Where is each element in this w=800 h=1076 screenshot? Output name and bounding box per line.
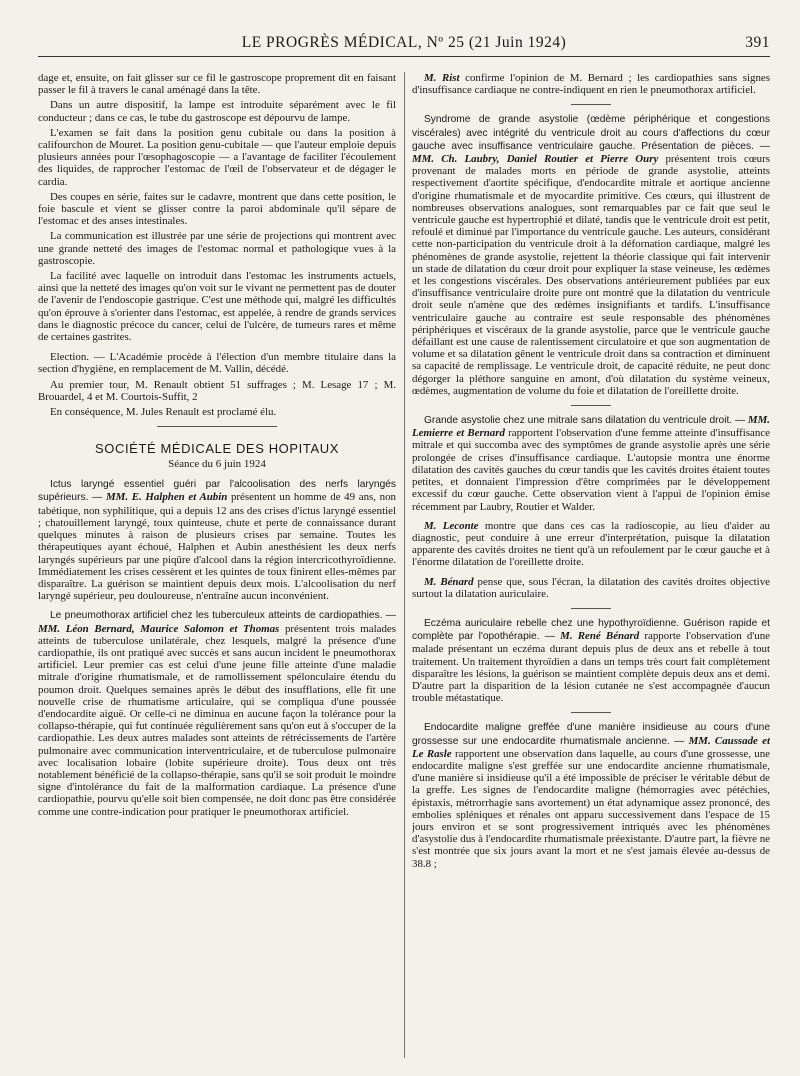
journal-title: LE PROGRÈS MÉDICAL, Nº 25 (21 Juin 1924) [241, 34, 567, 51]
abstract-text: présentent trois cœurs provenant de malades morts en période de grande asystolie, atteints respectivement d'aortite spécifique, d'endocardite mitrale et aortique ancienne d'origine rhumatismale et de myocardite primitive. Ces cœurs, qui illustrent de nombreuses observations analogues, sont remarquables par ce fait que seul le ventricule gauche est hypertrophié et dilaté, tandis que le ventricule droit est petit, refoulé et diminué par l'importance du ventricule gauche. Les auteurs, considérant cette non-participation du ventricule droit à la défornation cardiaque, malgré les phénomènes de grande asystolie, rejettent la théorie classique qui fait intervenir un stade de dilatation du cœur droit pour expliquer la stase veineuse, les œdèmes et les congestions viscérales. Des observations antérieurement publiées par eux d'insuffisance ventriculaire droite pure ont montré que la dilatation du ventricule droit seule n'amène que des œdèmes insignifiants et tardifs. L'insuffisance ventriculaire gauche au contraire est seule responsable des phénomènes périphériques et viscéraux de la grande asystolie, parce que le ventricule gauche défaillant est une cause de ralentissement circulatoire et que son augmentation de volume et sa dilatation gênent le ventricule droit dans sa contraction et diminuent sa capacité de remplissage. Le ventricule droit, de capacité réduite, ne peut donc dégorger la pléthore sanguine en amont, d'où dilatation du système veineux, œdèmes, augmentation de volume du foie et dilatation de l'oreillette droite. [412, 153, 770, 397]
paragraph: En conséquence, M. Jules Renault est proclamé élu. [50, 406, 277, 419]
run-in-heading: Ictus laryngé essentiel guéri par l'alcoolisation des nerfs laryngés supérieurs. — [38, 479, 396, 504]
abstract-mitrale [412, 414, 770, 513]
discussion-rist [412, 72, 770, 96]
paragraph: dage et, ensuite, on fait glisser sur ce fil le gastroscope proprement dit en faisant passer le fil à travers le canal aménagé dans la tête. [38, 72, 396, 97]
column-divider [404, 72, 405, 1058]
run-in-heading: Le pneumothorax artificiel chez les tuberculeux atteints de cardiopathies. — [50, 610, 396, 622]
paragraph: La facilité avec laquelle on introduit dans l'estomac les instruments actuels, ainsi que la netteté des images qu'on voit sur le vivant ne permettent pas de douter de l'avenir de l'endoscopie gastrique. C'est une méthode qui, malgré les difficultés qu'on éprouve à s'orienter dans l'estomac, est appelée, à rendre de grands services dans le diagnostic précoce du cancer, celui de l'ulcère, de tumeurs rares et même de certaines gastrites. [38, 270, 396, 344]
abstract-text: rapportent l'observation d'une femme atteinte d'insuffisance mitrale et qui succomba avec des symptômes de grande asystolie après une série prolongée de crises d'insuffisance cardiaque. L'autopsie montra une énorme dilatation des cavités gauches du cœur tandis que les cavités droites étaient toutes petites, et donnaient l'impression d'être comprimées par le développement excessif du cœur gauche. Cette observation vient à l'appui de l'opinion émise récemment par Laubry, Routier et Walder. [412, 427, 770, 513]
abstract-text: pense que, sous l'écran, la dilatation des cavités droites objective surtout la dilatation auriculaire. [412, 575, 770, 600]
authors: M. Leconte [424, 519, 479, 532]
authors: MM. Caussade et Le Rasle [412, 734, 770, 760]
abstract-text: présentent un homme de 49 ans, non tabétique, non syphilitique, qui a depuis 12 ans des crises d'ictus laryngé essentiel ; chatouillement laryngé, toux quinteuse, chute et perte de connaissance durant quelques minutes à raison de plusieurs crises par semaine. Toutes les thérapeutiques ayant échoué, Halphen et Aubin anesthésient les deux nerfs laryngés supérieurs par une piqûre d'alcool dans la région intercricothyroïdienne. Immédiatement les crises cessèrent et les quintes de toux finirent elles-mêmes par disparaître. La guérison se maintient depuis deux mois. L'alcoolisation du nerf laryngé supérieur, peu douloureuse, n'entraîne aucun inconvénient. [38, 491, 396, 603]
separator [571, 104, 611, 105]
abstract-ictus [38, 478, 396, 602]
authors: MM. E. Halphen et Aubin [106, 491, 228, 504]
abstract-eczema [412, 617, 770, 704]
journal-page [38, 34, 770, 1064]
right-column [412, 72, 770, 1064]
society-heading: SOCIÉTÉ MÉDICALE DES HOPITAUX [95, 441, 339, 457]
run-in-heading: Syndrome de grande asystolie (œdème périphérique et congestions viscérales) avec intégrité du ventricule droit au cours d'affections du cœur gauche avec insuffisance ventriculaire gauche. Présentation de pièces. — [412, 114, 770, 152]
section-separator [157, 426, 277, 427]
abstract-text: confirme l'opinion de M. Bernard ; les cardiopathies sans signes d'insuffisance cardiaque ne contre-indiquent en rien le pneumothorax artificiel. [412, 72, 770, 97]
paragraph: Dans un autre dispositif, la lampe est introduite séparément avec le fil conducteur ; dans ce cas, le tube du gastroscope est dépourvu de lampe. [38, 99, 396, 124]
abstract-text: présentent trois malades atteints de tuberculose unilatérale, chez lesquels, malgré la présence d'une cardiopathie, ils ont pratiqué avec succès et sans aucun incident le pneumothorax artificiel. Leur premier cas est celui d'une jeune fille atteinte d'une maladie mitrale d'origine rhumatismale, et de ramollissement spélonculaire étendu du poumon droit. Quelques semaines après le début des insufflations, elle fit une nouvelle crise de rhumatisme articulaire, qui se compliqua d'une poussée d'endocardite aiguë. Or celle-ci ne diminua en aucune façon la tolérance pour la collapso-thérapie, qui fut continuée régulièrement sans qu'on eut à s'occuper de la cardiopathie. Les deux autres malades sont atteints de rétrécissements de l'artère pulmonaire avec communication interventriculaire, et de tuberculose pulmonaire avec localisation lobaire (lobite supérieure droite). Tous deux ont très notablement bénéficié de la collapso-thérapie, sans qu'il se soit produit le moindre signe d'intolérance du fait de la malformation cardiaque. La présence d'une cardiopathie, pourvu qu'elle soit bien compensée, ne doit donc pas être considérée comme une contre-indication pour pratiquer le pneumothorax artificiel. [38, 622, 396, 818]
paragraph: Au premier tour, M. Renault obtient 51 suffrages ; M. Lesage 17 ; M. Brouardel, 4 et M. Courtois-Suffit, 2 [38, 378, 396, 403]
abstract-pneumothorax [38, 609, 396, 817]
run-in-heading: Endocardite maligne greffée d'une manière insidieuse au cours d'une grossesse sur une endocardite rhumatismale ancienne. — [412, 722, 770, 747]
abstract-endocardite [412, 721, 770, 869]
run-in-heading: Eczéma auriculaire rebelle chez une hypothyroïdienne. Guérison rapide et complète par l'opothérapie. — [412, 617, 770, 643]
running-head [38, 34, 770, 57]
run-in-heading: Grande asystolie chez une mitrale sans dilatation du ventricule droit. — [424, 415, 746, 427]
paragraph: L'examen se fait dans la position genu cubitale ou dans la position à califourchon de Mouret. La position genu-cubitale — que l'auteur emploie depuis plusieurs années pour l'œsophagoscopie — a l'avantage de faciliter l'écoulement des liquides, de rapprocher l'estomac de l'œil de l'observateur et de dégager le cardia. [38, 126, 396, 188]
paragraph: Election. — L'Académie procède à l'élection d'un membre titulaire dans la section d'hygiène, en remplacement de M. Vallin, décédé. [38, 351, 396, 376]
paragraph: Des coupes en série, faites sur le cadavre, montrent que dans cette position, le foie bascule et vient se glisser contre la paroi abdominale qu'il sépare de l'estomac et des anses intestinales. [38, 190, 396, 228]
separator [571, 712, 611, 713]
abstract-text: rapporte l'observation d'une malade présentant un eczéma durant depuis plus de deux ans et rebelle à tout traitement. Un traitement thyroïdien a dans un temps très court fait complètement disparaître les lésions, la guérison se maintient complète depuis deux ans et demi. D'autre part la disparition de la lésion cutanée ne s'est accompagnée d'aucun trouble métastatique. [412, 630, 770, 705]
separator [571, 405, 611, 406]
authors: MM. Léon Bernard, Maurice Salomon et Thomas [38, 622, 280, 635]
session-date: Séance du 6 juin 1924 [168, 458, 266, 471]
separator [571, 608, 611, 609]
authors: MM. Ch. Laubry, Daniel Routier et Pierre Oury [412, 153, 659, 166]
left-column [38, 72, 396, 1064]
abstract-text: rapportent une observation dans laquelle, au cours d'une grossesse, une endocardite maligne s'est greffée sur une endocardite ancienne rhumatismale, d'une manière si insidieuse qu'il a été impossible de préciser le véritable début de la greffe. Les signes de l'endocardite maligne (hémorragies avec pétéchies, épistaxis, métrorrhagie sans avortement) un état adynamique assez prononcé, des embolies spléniques et rénales ont apparu successivement dans l'espace de 15 jours environ et se sont progressivement intriqués avec les phénomènes d'asystolie dus à l'endocardite rhumatismale préexistante. D'autre part, la fièvre ne s'est montrée que six jours avant la mort et ne s'est jamais élevée au-dessus de 38.8 ; [412, 747, 770, 870]
abstract-text: montre que dans ces cas la radioscopie, au lieu d'aider au diagnostic, peut conduire à une erreur d'interprétation, puisque la dilatation apparente des cavités droites ne tient qu'à un refoulement par le cœur gauche et à l'énorme dilatation de l'oreillette droite. [412, 519, 770, 569]
authors: M. Rist [424, 72, 460, 84]
paragraph: La communication est illustrée par une série de projections qui montrent avec une grande netteté des images de l'estomac normal et pathologique vues à la gastroscopie. [38, 230, 396, 267]
abstract-syndrome [412, 113, 770, 397]
authors: M. René Bénard [560, 630, 640, 643]
authors: M. Bénard [424, 575, 474, 588]
page-number: 391 [745, 34, 770, 51]
discussion-benard [412, 576, 770, 600]
authors: MM. Lemierre et Bernard [412, 414, 770, 440]
text-columns [38, 72, 770, 1064]
discussion-leconte [412, 520, 770, 569]
